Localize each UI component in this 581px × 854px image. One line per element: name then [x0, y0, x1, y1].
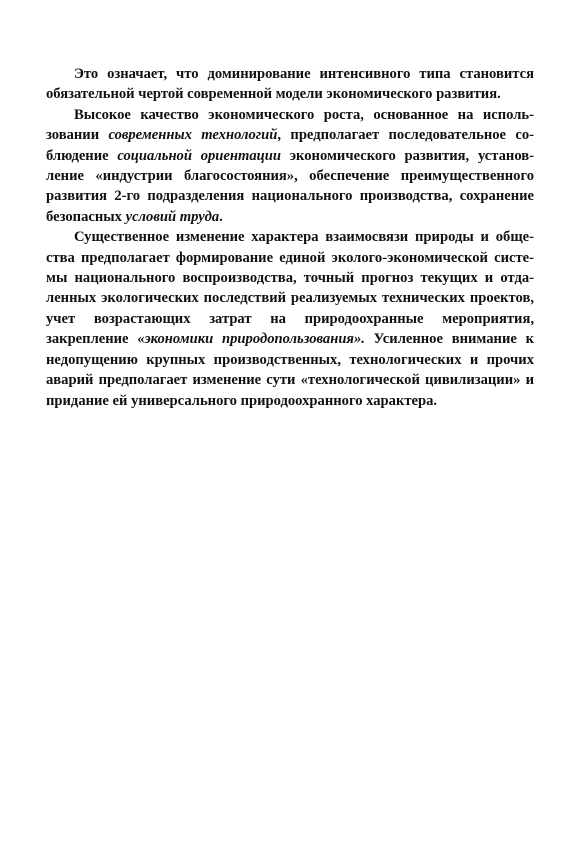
italic-term-nature-economics: экономики природопользования». [144, 331, 365, 348]
italic-term-working-conditions: условий труда [125, 208, 220, 225]
text-segment: Существенное изменение характера взаимосвязи природы и общества предполагает формирование единой эколого-экономической системы национального воспроизводства, точный прогноз текущих и отдаленных экологических последствий реализуемых технических проектов, учет возрастающих затрат на природоохранные мероприятия, закрепление « [46, 229, 534, 348]
italic-term-modern-technologies: современных технологий [108, 127, 278, 144]
text-segment: Высокое качество экономического роста, основанное на использовании [46, 106, 534, 144]
paragraph-2 [46, 105, 534, 227]
italic-term-social-orientation: социальной ориентации [117, 147, 281, 164]
text-segment: экономического развития, установление «индустрии благосостояния», обеспечение преимущественного развития 2-го подразделения национального производства, сохранение безопасных [46, 147, 535, 225]
paragraph-1 [46, 64, 534, 105]
text-segment: . [219, 208, 223, 225]
body-text [46, 64, 534, 411]
text-segment: , предполагает последовательное соблюдение [46, 127, 534, 164]
text-segment: Усиленное внимание к недопущению крупных производственных, технологических и прочих аварий предполагает изменение сути «технологической цивилизации» и придание ей универсального природоохранного характера. [46, 331, 535, 409]
text-segment: Это означает, что доминирование интенсивного типа становится обязательной чертой современной модели экономического развития. [46, 66, 534, 103]
paragraph-3 [46, 227, 534, 411]
